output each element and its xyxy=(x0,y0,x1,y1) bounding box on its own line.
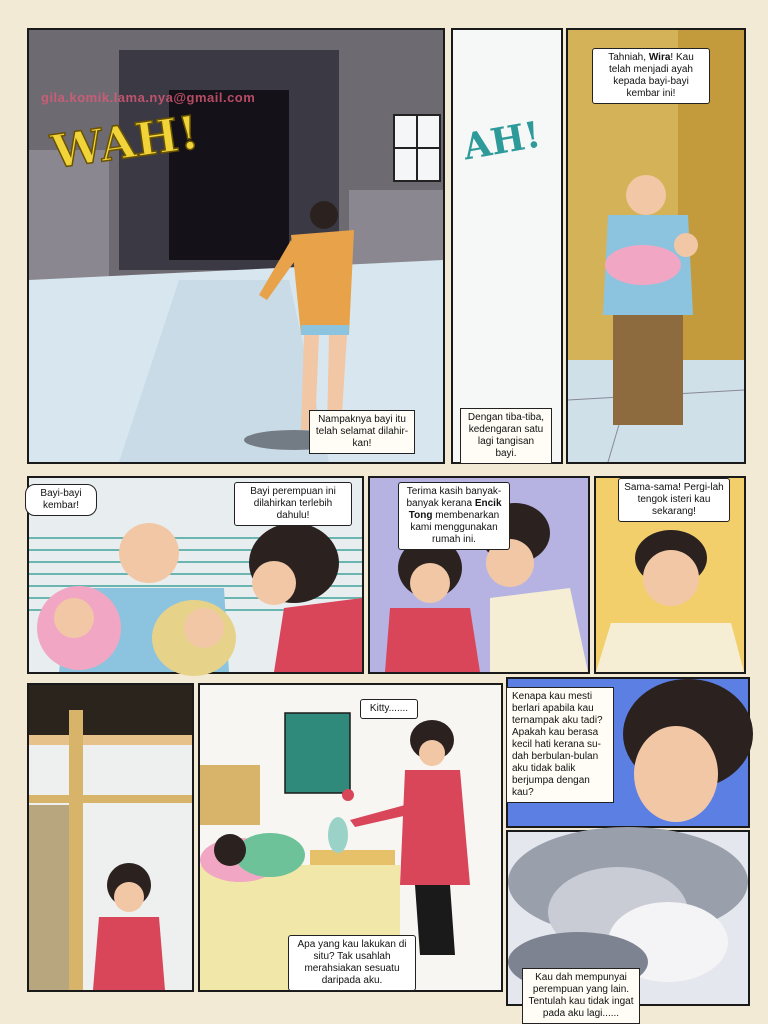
panel-6-old-man-reply xyxy=(594,476,746,674)
speech-name-wira: Wira xyxy=(648,52,671,63)
panel-4-twins xyxy=(27,476,364,674)
panel-1-caption: Nampaknya bayi itu telah selamat dilahir-kan! xyxy=(309,410,415,454)
speech-post: ! Kau telah menjadi ayah kepada bayi-bayi kembar ini! xyxy=(609,52,694,99)
panel-4-shout: Bayi-bayi kembar! xyxy=(25,484,97,516)
panel-4-speech: Bayi perempuan ini dilahirkan terlebih dahulu! xyxy=(234,482,352,526)
sfx-ah: AH! xyxy=(459,113,544,169)
speech-pre: Tahniah, xyxy=(608,52,647,63)
hallway-art xyxy=(29,685,192,990)
panel-10-caption: Kau dah mempunyai perempuan yang lain. Tentulah kau tidak ingat pada aku lagi...... xyxy=(522,968,640,1024)
panel-2-caption: Dengan tiba-tiba, kedengaran satu lagi tangisan bayi. xyxy=(460,408,552,464)
panel-8-speech: Apa yang kau lakukan di situ? Tak usahlah merahsiakan sesuatu daripada aku. xyxy=(288,935,416,991)
panel-5-thanks xyxy=(368,476,590,674)
panel-8-bedroom xyxy=(198,683,503,992)
speech-name-encik-tong: Encik Tong xyxy=(408,498,502,521)
watermark: gila.komik.lama.nya@gmail.com xyxy=(41,90,256,105)
panel-3-grandfather xyxy=(566,28,746,464)
panel-2-sound xyxy=(451,28,563,464)
panel-3-speech xyxy=(592,48,710,104)
speech-pre: Terima kasih banyak-banyak kerana xyxy=(406,486,502,509)
panel-9-closeup xyxy=(506,677,750,828)
speech-post: membenarkan kami menggunakan rumah ini. xyxy=(410,510,500,545)
sfx-wah: WAH! xyxy=(47,104,203,180)
panel-7-hallway xyxy=(27,683,194,992)
panel-6-speech: Sama-sama! Pergi-lah tengok isteri kau sekarang! xyxy=(618,478,730,522)
panel-9-speech: Kenapa kau mesti berlari apabila kau ternampak aku tadi? Apakah kau berasa kecil hati kerana su-dah berbulan-bulan aku tidak balik berjumpa dengan kau? xyxy=(506,687,614,803)
panel-5-speech xyxy=(398,482,510,550)
panel-8-call: Kitty....... xyxy=(360,699,418,719)
panel-1-courtyard xyxy=(27,28,445,464)
panel-10-flashback xyxy=(506,830,750,1019)
